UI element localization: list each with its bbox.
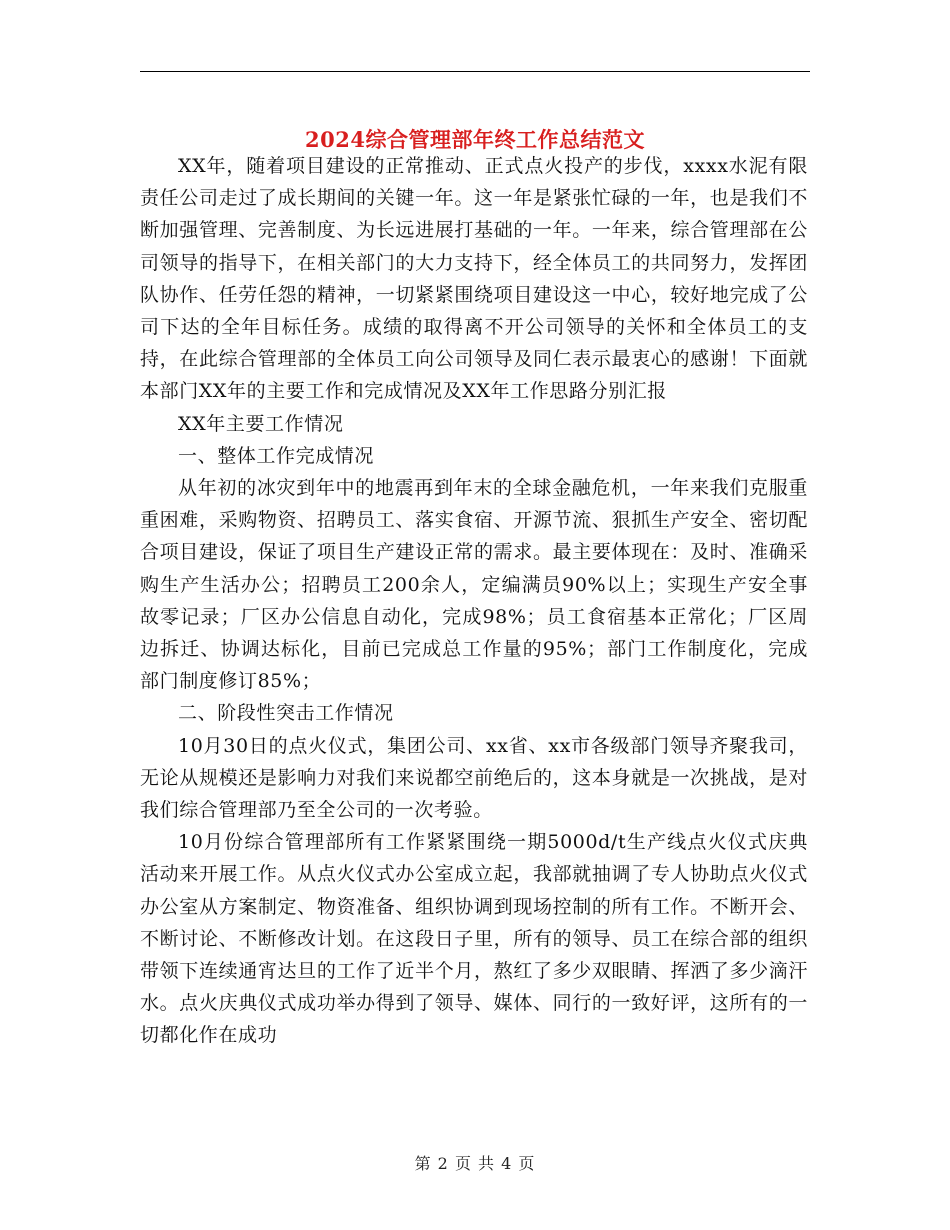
header-rule <box>140 71 810 72</box>
section-heading-phase-work: 二、阶段性突击工作情况 <box>178 702 394 725</box>
paragraph-overall-work: 从年初的冰灾到年中的地震再到年末的全球金融危机，一年来我们克服重重困难，采购物资、招聘员工、落实食宿、开源节流、狠抓生产安全、密切配合项目建设，保证了项目生产建设正常的需求。最主要体现在：及时、准确采购生产生活办公；招聘员工200余人，定编满员90%以上；实现生产安全事故零记录；厂区办公信息自动化，完成98%；员工食宿基本正常化；厂区周边拆迁、协调达标化，目前已完成总工作量的95%；部门工作制度化，完成部门制度修订85%； <box>140 477 808 693</box>
document-title: 2024综合管理部年终工作总结范文 <box>305 127 645 153</box>
section-heading-overall: 一、整体工作完成情况 <box>178 444 375 467</box>
page-number-footer: 第 2 页 共 4 页 <box>414 1154 536 1173</box>
paragraph-ignition-ceremony: 10月30日的点火仪式，集团公司、xx省、xx市各级部门领导齐聚我司，无论从规模还是影响力对我们来说都空前绝后的，这本身就是一次挑战，是对我们综合管理部乃至全公司的一次考验。 <box>140 734 808 822</box>
document-body <box>140 150 808 1052</box>
section-heading-main-work: XX年主要工作情况 <box>178 412 344 435</box>
paragraph-october-work: 10月份综合管理部所有工作紧紧围绕一期5000d/t生产线点火仪式庆典活动来开展工作。从点火仪式办公室成立起，我部就抽调了专人协助点火仪式办公室从方案制定、物资准备、组织协调到现场控制的所有工作。不断开会、不断讨论、不断修改计划。在这段日子里，所有的领导、员工在综合部的组织带领下连续通宵达旦的工作了近半个月，熬红了多少双眼睛、挥洒了多少滴汗水。点火庆典仪式成功举办得到了领导、媒体、同行的一致好评，这所有的一切都化作在成功 <box>140 831 808 1047</box>
paragraph-intro: XX年，随着项目建设的正常推动、正式点火投产的步伐，xxxx水泥有限责任公司走过了成长期间的关键一年。这一年是紧张忙碌的一年，也是我们不断加强管理、完善制度、为长远进展打基础的一年。一年来，综合管理部在公司领导的指导下，在相关部门的大力支持下，经全体员工的共同努力，发挥团队协作、任劳任怨的精神，一切紧紧围绕项目建设这一中心，较好地完成了公司下达的全年目标任务。成绩的取得离不开公司领导的关怀和全体员工的支持，在此综合管理部的全体员工向公司领导及同仁表示最衷心的感谢！下面就本部门XX年的主要工作和完成情况及XX年工作思路分别汇报 <box>140 155 808 403</box>
